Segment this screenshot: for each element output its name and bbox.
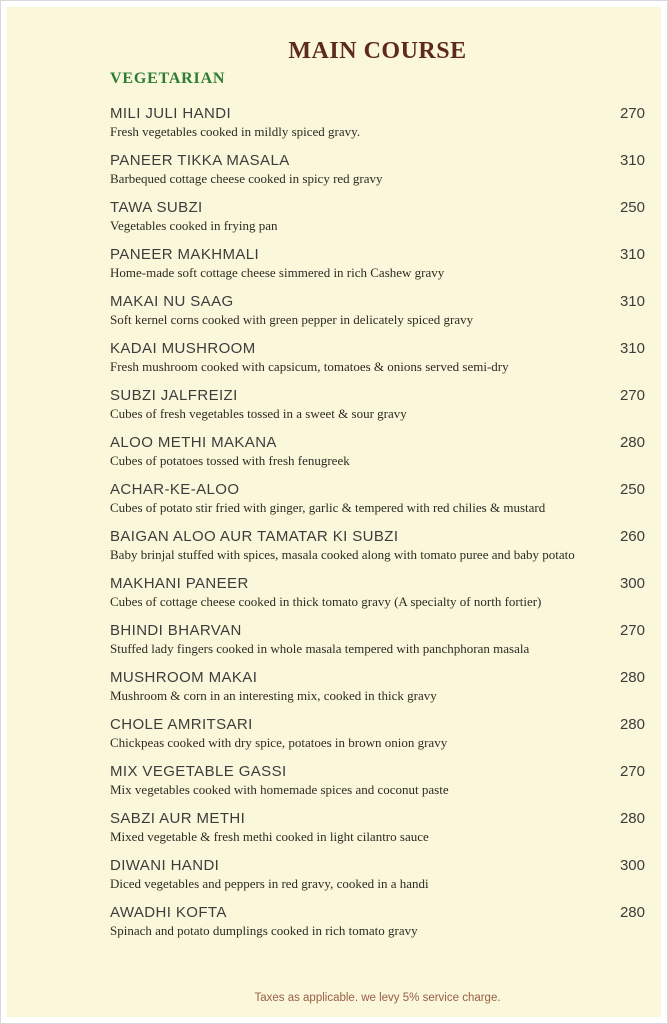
item-price: 300 <box>619 575 645 592</box>
item-name: MAKAI NU SAAG <box>110 293 234 310</box>
item-price: 280 <box>619 669 645 686</box>
menu-item-row <box>110 904 645 922</box>
item-name: BAIGAN ALOO AUR TAMATAR KI SUBZI <box>110 528 399 545</box>
item-description: Soft kernel corns cooked with green pepper in delicately spiced gravy <box>110 312 474 327</box>
menu-item <box>110 340 645 375</box>
item-name: ACHAR-KE-ALOO <box>110 481 240 498</box>
menu-item <box>110 528 645 563</box>
item-name: MIX VEGETABLE GASSI <box>110 763 287 780</box>
item-description: Fresh vegetables cooked in mildly spiced gravy. <box>110 124 361 139</box>
item-description: Mix vegetables cooked with homemade spices and coconut paste <box>110 782 449 797</box>
item-description: Vegetables cooked in frying pan <box>110 218 278 233</box>
menu-item <box>110 293 645 328</box>
menu-item-row <box>110 105 645 123</box>
menu-item <box>110 246 645 281</box>
menu-item-row <box>110 622 645 640</box>
menu-item-list <box>110 105 645 939</box>
item-description: Cubes of potatoes tossed with fresh fenugreek <box>110 453 350 468</box>
menu-item <box>110 763 645 798</box>
menu-item-row <box>110 575 645 593</box>
item-price: 310 <box>619 340 645 357</box>
item-name: AWADHI KOFTA <box>110 904 227 921</box>
item-description: Cubes of fresh vegetables tossed in a sweet & sour gravy <box>110 406 407 421</box>
item-name: ALOO METHI MAKANA <box>110 434 277 451</box>
item-name: KADAI MUSHROOM <box>110 340 256 357</box>
item-description: Cubes of cottage cheese cooked in thick tomato gravy (A specialty of north fortier) <box>110 594 542 609</box>
menu-item-row <box>110 387 645 405</box>
menu-item <box>110 481 645 516</box>
item-name: TAWA SUBZI <box>110 199 203 216</box>
menu-item-row <box>110 810 645 828</box>
page-title: MAIN COURSE <box>288 38 467 64</box>
menu-item-row <box>110 152 645 170</box>
item-price: 270 <box>619 622 645 639</box>
menu-item <box>110 857 645 892</box>
menu-content <box>110 7 645 1017</box>
item-description: Chickpeas cooked with dry spice, potatoes in brown onion gravy <box>110 735 448 750</box>
item-price: 280 <box>619 716 645 733</box>
item-description: Baby brinjal stuffed with spices, masala cooked along with tomato puree and baby potato <box>110 547 575 562</box>
item-price: 280 <box>619 434 645 451</box>
menu-item-row <box>110 246 645 264</box>
item-price: 270 <box>619 763 645 780</box>
item-name: MUSHROOM MAKAI <box>110 669 258 686</box>
item-name: BHINDI BHARVAN <box>110 622 242 639</box>
item-description: Home-made soft cottage cheese simmered in rich Cashew gravy <box>110 265 445 280</box>
item-price: 270 <box>619 387 645 404</box>
item-name: PANEER MAKHMALI <box>110 246 260 263</box>
menu-item-row <box>110 716 645 734</box>
item-description: Barbequed cottage cheese cooked in spicy red gravy <box>110 171 383 186</box>
menu-item <box>110 904 645 939</box>
item-name: SABZI AUR METHI <box>110 810 246 827</box>
item-price: 310 <box>619 246 645 263</box>
item-description: Spinach and potato dumplings cooked in rich tomato gravy <box>110 923 418 938</box>
menu-item-row <box>110 763 645 781</box>
item-price: 280 <box>619 904 645 921</box>
item-name: PANEER TIKKA MASALA <box>110 152 290 169</box>
menu-item-row <box>110 528 645 546</box>
menu-item-row <box>110 669 645 687</box>
item-description: Fresh mushroom cooked with capsicum, tomatoes & onions served semi-dry <box>110 359 509 374</box>
item-description: Cubes of potato stir fried with ginger, garlic & tempered with red chilies & mustard <box>110 500 546 515</box>
item-description: Mixed vegetable & fresh methi cooked in light cilantro sauce <box>110 829 429 844</box>
menu-item-row <box>110 857 645 875</box>
item-price: 260 <box>619 528 645 545</box>
menu-item-row <box>110 340 645 358</box>
item-name: MAKHANI PANEER <box>110 575 249 592</box>
item-price: 250 <box>619 199 645 216</box>
item-price: 310 <box>619 152 645 169</box>
menu-item-row <box>110 293 645 311</box>
item-price: 280 <box>619 810 645 827</box>
item-price: 270 <box>619 105 645 122</box>
menu-item <box>110 669 645 704</box>
menu-item-row <box>110 434 645 452</box>
menu-item <box>110 199 645 234</box>
footer-note: Taxes as applicable. we levy 5% service charge. <box>254 992 501 1004</box>
menu-item <box>110 810 645 845</box>
item-price: 310 <box>619 293 645 310</box>
item-name: CHOLE AMRITSARI <box>110 716 253 733</box>
item-price: 300 <box>619 857 645 874</box>
menu-item <box>110 716 645 751</box>
menu-item <box>110 152 645 187</box>
item-price: 250 <box>619 481 645 498</box>
menu-item <box>110 434 645 469</box>
item-description: Mushroom & corn in an interesting mix, cooked in thick gravy <box>110 688 437 703</box>
section-heading-vegetarian: VEGETARIAN <box>110 70 226 87</box>
item-description: Stuffed lady fingers cooked in whole masala tempered with panchphoran masala <box>110 641 530 656</box>
menu-item-row <box>110 199 645 217</box>
item-name: MILI JULI HANDI <box>110 105 232 122</box>
menu-item <box>110 575 645 610</box>
menu-item <box>110 622 645 657</box>
item-name: DIWANI HANDI <box>110 857 220 874</box>
menu-item-row <box>110 481 645 499</box>
menu-item <box>110 105 645 140</box>
item-description: Diced vegetables and peppers in red gravy, cooked in a handi <box>110 876 429 891</box>
item-name: SUBZI JALFREIZI <box>110 387 238 404</box>
menu-item <box>110 387 645 422</box>
